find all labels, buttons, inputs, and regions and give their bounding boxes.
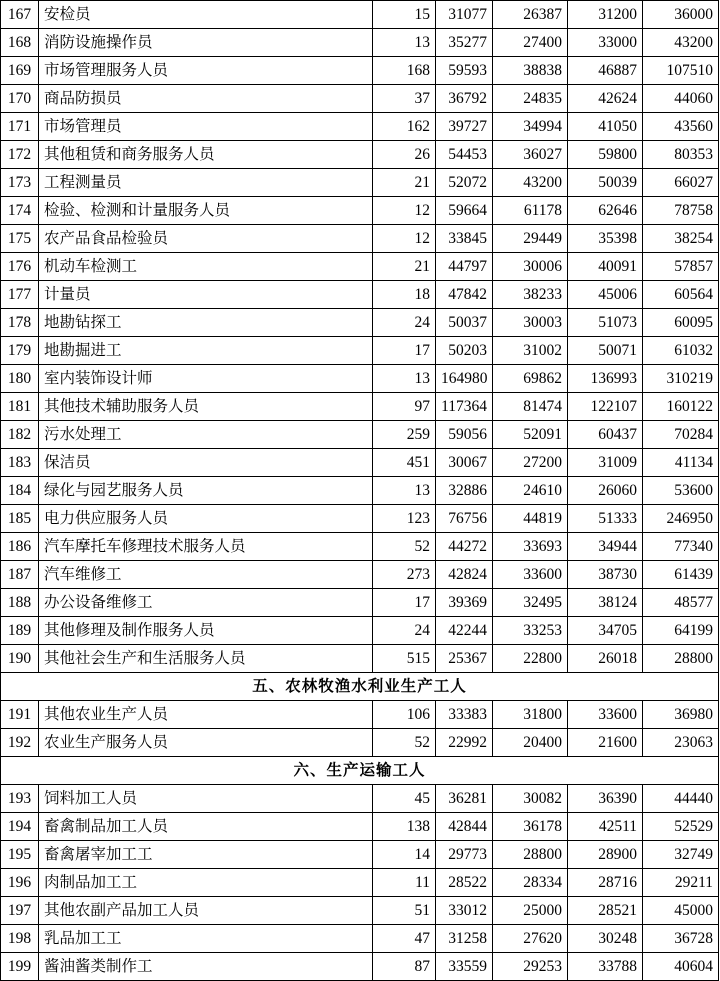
row-number: 183	[1, 449, 39, 477]
row-number: 167	[1, 1, 39, 29]
occupation-name: 农业生产服务人员	[39, 729, 373, 757]
average-wage: 52072	[436, 169, 493, 197]
low-wage: 33693	[493, 533, 568, 561]
occupation-name: 安检员	[39, 1, 373, 29]
table-row	[1, 729, 719, 757]
table-row	[1, 813, 719, 841]
occupation-name: 办公设备维修工	[39, 589, 373, 617]
median-wage: 38124	[568, 589, 643, 617]
sample-count: 12	[373, 225, 436, 253]
average-wage: 32886	[436, 477, 493, 505]
average-wage: 30067	[436, 449, 493, 477]
sample-count: 11	[373, 869, 436, 897]
sample-count: 17	[373, 337, 436, 365]
sample-count: 13	[373, 365, 436, 393]
sample-count: 259	[373, 421, 436, 449]
table-row	[1, 253, 719, 281]
occupation-name: 饲料加工人员	[39, 785, 373, 813]
average-wage: 35277	[436, 29, 493, 57]
table-row	[1, 29, 719, 57]
low-wage: 38233	[493, 281, 568, 309]
sample-count: 138	[373, 813, 436, 841]
low-wage: 44819	[493, 505, 568, 533]
table-row	[1, 617, 719, 645]
occupation-name: 其他社会生产和生活服务人员	[39, 645, 373, 673]
sample-count: 87	[373, 953, 436, 981]
table-row	[1, 449, 719, 477]
occupation-name: 消防设施操作员	[39, 29, 373, 57]
sample-count: 52	[373, 729, 436, 757]
high-wage: 66027	[643, 169, 719, 197]
low-wage: 30082	[493, 785, 568, 813]
average-wage: 36281	[436, 785, 493, 813]
median-wage: 36390	[568, 785, 643, 813]
high-wage: 36980	[643, 701, 719, 729]
median-wage: 26018	[568, 645, 643, 673]
occupation-name: 保洁员	[39, 449, 373, 477]
sample-count: 17	[373, 589, 436, 617]
table-row	[1, 841, 719, 869]
sample-count: 162	[373, 113, 436, 141]
high-wage: 70284	[643, 421, 719, 449]
row-number: 180	[1, 365, 39, 393]
average-wage: 50203	[436, 337, 493, 365]
low-wage: 30003	[493, 309, 568, 337]
sample-count: 51	[373, 897, 436, 925]
high-wage: 28800	[643, 645, 719, 673]
median-wage: 42624	[568, 85, 643, 113]
occupation-name: 其他技术辅助服务人员	[39, 393, 373, 421]
occupation-name: 乳品加工工	[39, 925, 373, 953]
low-wage: 31800	[493, 701, 568, 729]
row-number: 174	[1, 197, 39, 225]
average-wage: 33559	[436, 953, 493, 981]
average-wage: 76756	[436, 505, 493, 533]
table-row	[1, 309, 719, 337]
high-wage: 53600	[643, 477, 719, 505]
table-row	[1, 477, 719, 505]
row-number: 176	[1, 253, 39, 281]
section-title: 六、生产运输工人	[1, 757, 719, 785]
occupation-name: 地勘掘进工	[39, 337, 373, 365]
row-number: 199	[1, 953, 39, 981]
sample-count: 12	[373, 197, 436, 225]
median-wage: 122107	[568, 393, 643, 421]
table-row	[1, 365, 719, 393]
row-number: 193	[1, 785, 39, 813]
high-wage: 61032	[643, 337, 719, 365]
average-wage: 39369	[436, 589, 493, 617]
median-wage: 51073	[568, 309, 643, 337]
sample-count: 273	[373, 561, 436, 589]
sample-count: 14	[373, 841, 436, 869]
row-number: 190	[1, 645, 39, 673]
table-row	[1, 925, 719, 953]
average-wage: 29773	[436, 841, 493, 869]
median-wage: 62646	[568, 197, 643, 225]
occupation-name: 其他农副产品加工人员	[39, 897, 373, 925]
high-wage: 61439	[643, 561, 719, 589]
average-wage: 50037	[436, 309, 493, 337]
table-row	[1, 589, 719, 617]
occupation-name: 酱油酱类制作工	[39, 953, 373, 981]
sample-count: 24	[373, 617, 436, 645]
row-number: 177	[1, 281, 39, 309]
median-wage: 45006	[568, 281, 643, 309]
sample-count: 45	[373, 785, 436, 813]
sample-count: 97	[373, 393, 436, 421]
occupation-name: 绿化与园艺服务人员	[39, 477, 373, 505]
median-wage: 41050	[568, 113, 643, 141]
low-wage: 24610	[493, 477, 568, 505]
row-number: 198	[1, 925, 39, 953]
row-number: 192	[1, 729, 39, 757]
average-wage: 33383	[436, 701, 493, 729]
table-section-header-row	[1, 673, 719, 701]
row-number: 170	[1, 85, 39, 113]
high-wage: 43200	[643, 29, 719, 57]
high-wage: 43560	[643, 113, 719, 141]
row-number: 189	[1, 617, 39, 645]
median-wage: 60437	[568, 421, 643, 449]
high-wage: 80353	[643, 141, 719, 169]
table-row	[1, 57, 719, 85]
median-wage: 50039	[568, 169, 643, 197]
row-number: 181	[1, 393, 39, 421]
sample-count: 18	[373, 281, 436, 309]
average-wage: 33012	[436, 897, 493, 925]
average-wage: 47842	[436, 281, 493, 309]
median-wage: 59800	[568, 141, 643, 169]
occupation-name: 其他修理及制作服务人员	[39, 617, 373, 645]
sample-count: 515	[373, 645, 436, 673]
average-wage: 44797	[436, 253, 493, 281]
high-wage: 38254	[643, 225, 719, 253]
sample-count: 168	[373, 57, 436, 85]
average-wage: 28522	[436, 869, 493, 897]
high-wage: 44440	[643, 785, 719, 813]
table-row	[1, 645, 719, 673]
median-wage: 33788	[568, 953, 643, 981]
row-number: 196	[1, 869, 39, 897]
occupation-name: 检验、检测和计量服务人员	[39, 197, 373, 225]
low-wage: 27400	[493, 29, 568, 57]
average-wage: 31077	[436, 1, 493, 29]
table-section-header-row	[1, 757, 719, 785]
occupation-name: 商品防损员	[39, 85, 373, 113]
row-number: 184	[1, 477, 39, 505]
average-wage: 117364	[436, 393, 493, 421]
row-number: 182	[1, 421, 39, 449]
high-wage: 60564	[643, 281, 719, 309]
average-wage: 59593	[436, 57, 493, 85]
sample-count: 24	[373, 309, 436, 337]
table-row	[1, 85, 719, 113]
low-wage: 28800	[493, 841, 568, 869]
median-wage: 28716	[568, 869, 643, 897]
occupation-name: 计量员	[39, 281, 373, 309]
occupation-name: 其他农业生产人员	[39, 701, 373, 729]
occupation-name: 农产品食品检验员	[39, 225, 373, 253]
row-number: 171	[1, 113, 39, 141]
low-wage: 31002	[493, 337, 568, 365]
occupation-name: 工程测量员	[39, 169, 373, 197]
median-wage: 42511	[568, 813, 643, 841]
low-wage: 20400	[493, 729, 568, 757]
low-wage: 29449	[493, 225, 568, 253]
high-wage: 77340	[643, 533, 719, 561]
high-wage: 32749	[643, 841, 719, 869]
row-number: 187	[1, 561, 39, 589]
high-wage: 160122	[643, 393, 719, 421]
median-wage: 40091	[568, 253, 643, 281]
low-wage: 27200	[493, 449, 568, 477]
row-number: 188	[1, 589, 39, 617]
average-wage: 39727	[436, 113, 493, 141]
high-wage: 36728	[643, 925, 719, 953]
sample-count: 21	[373, 253, 436, 281]
table-row	[1, 393, 719, 421]
median-wage: 136993	[568, 365, 643, 393]
median-wage: 28900	[568, 841, 643, 869]
occupation-name: 污水处理工	[39, 421, 373, 449]
high-wage: 310219	[643, 365, 719, 393]
occupation-name: 市场管理员	[39, 113, 373, 141]
sample-count: 123	[373, 505, 436, 533]
average-wage: 25367	[436, 645, 493, 673]
table-row	[1, 281, 719, 309]
median-wage: 34944	[568, 533, 643, 561]
section-title: 五、农林牧渔水利业生产工人	[1, 673, 719, 701]
average-wage: 33845	[436, 225, 493, 253]
low-wage: 30006	[493, 253, 568, 281]
sample-count: 26	[373, 141, 436, 169]
high-wage: 41134	[643, 449, 719, 477]
median-wage: 38730	[568, 561, 643, 589]
low-wage: 28334	[493, 869, 568, 897]
row-number: 169	[1, 57, 39, 85]
sample-count: 13	[373, 29, 436, 57]
average-wage: 44272	[436, 533, 493, 561]
high-wage: 44060	[643, 85, 719, 113]
average-wage: 42844	[436, 813, 493, 841]
average-wage: 54453	[436, 141, 493, 169]
average-wage: 164980	[436, 365, 493, 393]
high-wage: 60095	[643, 309, 719, 337]
row-number: 197	[1, 897, 39, 925]
median-wage: 28521	[568, 897, 643, 925]
median-wage: 26060	[568, 477, 643, 505]
table-row	[1, 421, 719, 449]
low-wage: 22800	[493, 645, 568, 673]
sample-count: 451	[373, 449, 436, 477]
low-wage: 61178	[493, 197, 568, 225]
table-row	[1, 869, 719, 897]
table-row	[1, 897, 719, 925]
table-row	[1, 1, 719, 29]
median-wage: 33000	[568, 29, 643, 57]
average-wage: 42824	[436, 561, 493, 589]
low-wage: 81474	[493, 393, 568, 421]
high-wage: 23063	[643, 729, 719, 757]
low-wage: 52091	[493, 421, 568, 449]
high-wage: 57857	[643, 253, 719, 281]
row-number: 172	[1, 141, 39, 169]
table-row	[1, 197, 719, 225]
median-wage: 33600	[568, 701, 643, 729]
average-wage: 59664	[436, 197, 493, 225]
low-wage: 33600	[493, 561, 568, 589]
high-wage: 36000	[643, 1, 719, 29]
low-wage: 33253	[493, 617, 568, 645]
row-number: 178	[1, 309, 39, 337]
sample-count: 13	[373, 477, 436, 505]
table-row	[1, 785, 719, 813]
low-wage: 43200	[493, 169, 568, 197]
occupation-name: 电力供应服务人员	[39, 505, 373, 533]
occupation-name: 畜禽制品加工人员	[39, 813, 373, 841]
low-wage: 32495	[493, 589, 568, 617]
high-wage: 78758	[643, 197, 719, 225]
low-wage: 36178	[493, 813, 568, 841]
median-wage: 50071	[568, 337, 643, 365]
median-wage: 51333	[568, 505, 643, 533]
row-number: 175	[1, 225, 39, 253]
high-wage: 246950	[643, 505, 719, 533]
median-wage: 46887	[568, 57, 643, 85]
low-wage: 26387	[493, 1, 568, 29]
occupation-name: 汽车维修工	[39, 561, 373, 589]
median-wage: 35398	[568, 225, 643, 253]
table-body	[1, 1, 719, 981]
row-number: 195	[1, 841, 39, 869]
occupation-name: 地勘钻探工	[39, 309, 373, 337]
high-wage: 107510	[643, 57, 719, 85]
low-wage: 38838	[493, 57, 568, 85]
sample-count: 106	[373, 701, 436, 729]
occupation-name: 市场管理服务人员	[39, 57, 373, 85]
low-wage: 27620	[493, 925, 568, 953]
occupation-name: 室内装饰设计师	[39, 365, 373, 393]
table-row	[1, 141, 719, 169]
row-number: 179	[1, 337, 39, 365]
table-row	[1, 225, 719, 253]
sample-count: 21	[373, 169, 436, 197]
average-wage: 36792	[436, 85, 493, 113]
high-wage: 29211	[643, 869, 719, 897]
low-wage: 36027	[493, 141, 568, 169]
median-wage: 34705	[568, 617, 643, 645]
sample-count: 37	[373, 85, 436, 113]
table-row	[1, 533, 719, 561]
average-wage: 59056	[436, 421, 493, 449]
row-number: 191	[1, 701, 39, 729]
occupation-name: 肉制品加工工	[39, 869, 373, 897]
occupation-name: 机动车检测工	[39, 253, 373, 281]
table-row	[1, 113, 719, 141]
high-wage: 48577	[643, 589, 719, 617]
row-number: 173	[1, 169, 39, 197]
low-wage: 25000	[493, 897, 568, 925]
occupation-name: 汽车摩托车修理技术服务人员	[39, 533, 373, 561]
row-number: 186	[1, 533, 39, 561]
table-row	[1, 337, 719, 365]
sample-count: 47	[373, 925, 436, 953]
median-wage: 31200	[568, 1, 643, 29]
low-wage: 29253	[493, 953, 568, 981]
row-number: 185	[1, 505, 39, 533]
median-wage: 21600	[568, 729, 643, 757]
high-wage: 64199	[643, 617, 719, 645]
low-wage: 34994	[493, 113, 568, 141]
sample-count: 15	[373, 1, 436, 29]
average-wage: 31258	[436, 925, 493, 953]
low-wage: 69862	[493, 365, 568, 393]
low-wage: 24835	[493, 85, 568, 113]
table-row	[1, 505, 719, 533]
table-row	[1, 953, 719, 981]
row-number: 194	[1, 813, 39, 841]
occupation-name: 畜禽屠宰加工工	[39, 841, 373, 869]
median-wage: 31009	[568, 449, 643, 477]
sample-count: 52	[373, 533, 436, 561]
table-row	[1, 169, 719, 197]
occupation-name: 其他租赁和商务服务人员	[39, 141, 373, 169]
high-wage: 45000	[643, 897, 719, 925]
high-wage: 40604	[643, 953, 719, 981]
row-number: 168	[1, 29, 39, 57]
average-wage: 42244	[436, 617, 493, 645]
average-wage: 22992	[436, 729, 493, 757]
table-row	[1, 701, 719, 729]
table-row	[1, 561, 719, 589]
high-wage: 52529	[643, 813, 719, 841]
median-wage: 30248	[568, 925, 643, 953]
